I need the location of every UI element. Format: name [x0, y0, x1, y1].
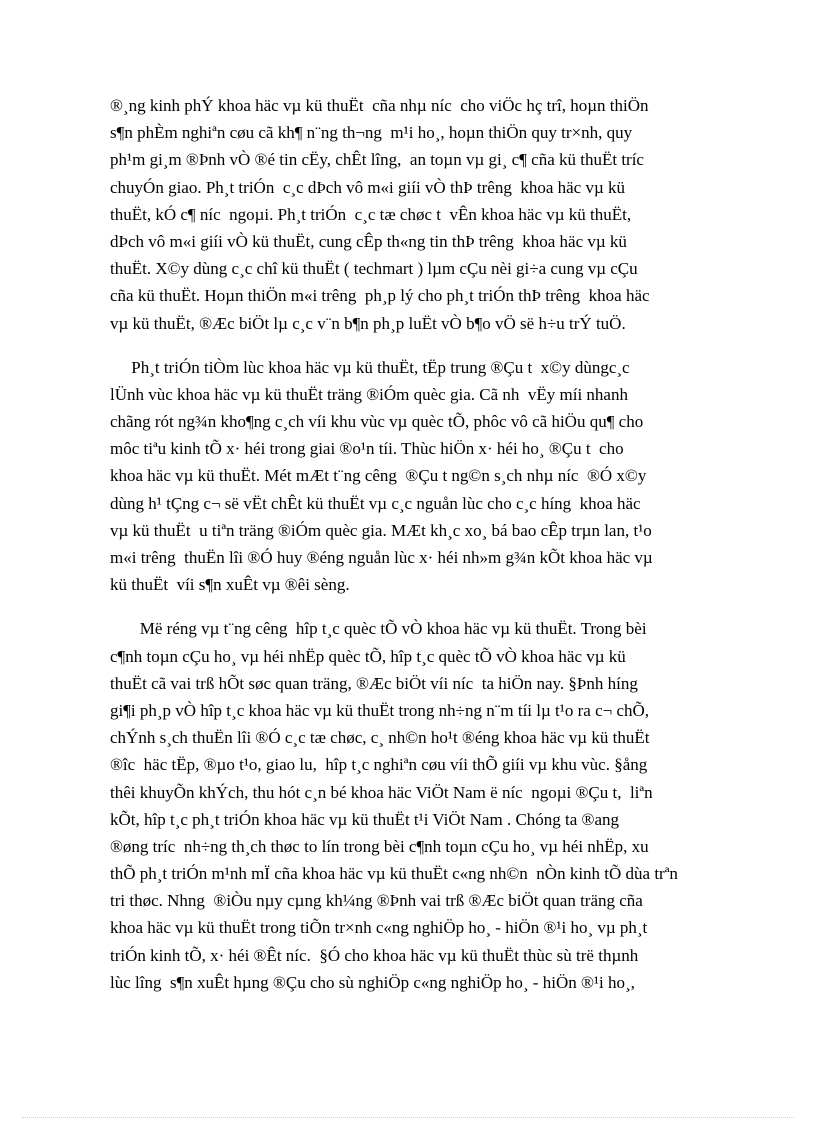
text-line: c¶nh toµn cÇu ho¸ vµ héi nhËp quèc tÕ, hîp t¸c quèc tÕ vÒ khoa häc vµ kü	[110, 646, 626, 666]
text-line: chãng rót ng¾n kho¶ng c¸ch víi khu vùc vµ quèc tÕ, phôc vô cã hiÖu qu¶ cho	[110, 412, 644, 432]
text-line: thÕ ph¸t triÓn m¹nh mÏ cña khoa häc vµ kü thuËt c«ng nh©n nÒn kinh tÕ dùa trªn	[110, 864, 678, 884]
text-line: môc tiªu kinh tÕ x· héi trong giai ®o¹n tíi. Thùc hiÖn x· héi ho¸ ®Çu t cho	[110, 439, 624, 459]
text-line: kÕt, hîp t¸c ph¸t triÓn khoa häc vµ kü thuËt t¹i ViÖt Nam . Chóng ta ®ang	[110, 809, 620, 829]
text-line: dÞch vô m«i giíi vÒ kü thuËt, cung cÊp th«ng tin thÞ trêng khoa häc vµ kü	[110, 231, 627, 251]
text-line: khoa häc vµ kü thuËt. Mét mÆt t¨ng cêng ®Çu t ng©n s¸ch nhµ níc ®Ó x©y	[110, 466, 647, 486]
document-body	[110, 92, 710, 996]
text-line: chuyÓn giao. Ph¸t triÓn c¸c dÞch vô m«i giíi vÒ thÞ trêng khoa häc vµ kü	[110, 177, 625, 197]
text-line: s¶n phÈm nghiªn cøu cã kh¶ n¨ng th¬ng m¹i ho¸, hoµn thiÖn quy tr×nh, quy	[110, 123, 633, 143]
paragraph-3	[110, 615, 710, 996]
text-line: Më réng vµ t¨ng cêng hîp t¸c quèc tÕ vÒ khoa häc vµ kü thuËt. Trong bèi	[110, 619, 647, 639]
text-line: thuËt. X©y dùng c¸c chî kü thuËt ( techmart ) lµm cÇu nèi gi÷a cung vµ cÇu	[110, 259, 638, 279]
text-line: m«i trêng thuËn lîi ®Ó huy ®éng nguån lùc x· héi nh»m g¾n kÕt khoa häc vµ	[110, 548, 653, 567]
text-line: kü thuËt víi s¶n xuÊt vµ ®êi sèng.	[110, 575, 350, 595]
text-line: triÓn kinh tÕ, x· héi ®Êt níc. §Ó cho khoa häc vµ kü thuËt thùc sù trë thµnh	[110, 945, 639, 965]
text-line: ph¹m gi¸m ®Þnh vÒ ®é tin cËy, chÊt lîng, an toµn vµ gi¸ c¶ cña kü thuËt tríc	[110, 150, 644, 170]
text-line: dùng h¹ tÇng c¬ së vËt chÊt kü thuËt vµ c¸c nguån lùc cho c¸c híng khoa häc	[110, 493, 641, 513]
text-line: tri thøc. Nhng ®iÒu nµy cµng kh¼ng ®Þnh vai trß ®Æc biÖt quan träng cña	[110, 891, 643, 911]
text-line: gi¶i ph¸p vÒ hîp t¸c khoa häc vµ kü thuËt trong nh÷ng n¨m tíi lµ t¹o ra c¬ chÕ,	[110, 700, 650, 720]
text-line: thuËt, kÓ c¶ níc ngoµi. Ph¸t triÓn c¸c tæ chøc t vÊn khoa häc vµ kü thuËt,	[110, 204, 632, 224]
text-line: ®¸ng kinh phÝ khoa häc vµ kü thuËt cña nhµ níc cho viÖc hç trî, hoµn thiÖn	[110, 96, 649, 115]
paragraph-2	[110, 354, 710, 599]
text-line: ®øng tríc nh÷ng th¸ch thøc to lín trong bèi c¶nh toµn cÇu ho¸ vµ héi nhËp, xu	[110, 836, 649, 856]
text-line: lÜnh vùc khoa häc vµ kü thuËt träng ®iÓm quèc gia. Cã nh vËy míi nhanh	[110, 384, 628, 404]
text-line: Ph¸t triÓn tiÒm lùc khoa häc vµ kü thuËt, tËp trung ®Çu t x©y dùngc¸c	[110, 357, 630, 377]
text-line: thêi khuyÕn khÝch, thu hót c¸n bé khoa häc ViÖt Nam ë níc ngoµi ®Çu t, liªn	[110, 782, 653, 802]
page-bottom-divider	[22, 1117, 794, 1118]
text-line: chÝnh s¸ch thuËn lîi ®Ó c¸c tæ chøc, c¸ nh©n ho¹t ®éng khoa häc vµ kü thuËt	[110, 728, 650, 748]
text-line: vµ kü thuËt u tiªn träng ®iÓm quèc gia. MÆt kh¸c xo¸ bá bao cÊp trµn lan, t¹o	[110, 520, 652, 540]
text-line: ®îc häc tËp, ®µo t¹o, giao lu, hîp t¸c nghiªn cøu víi thÕ giíi vµ khu vùc. §ång	[110, 755, 648, 775]
text-line: thuËt cã vai trß hÕt søc quan träng, ®Æc biÖt víi níc ta hiÖn nay. §Þnh híng	[110, 673, 638, 693]
paragraph-1	[110, 92, 710, 337]
text-line: cña kü thuËt. Hoµn thiÖn m«i trêng ph¸p lý cho ph¸t triÓn thÞ trêng khoa häc	[110, 286, 650, 306]
text-line: lùc lîng s¶n xuÊt hµng ®Çu cho sù nghiÖp c«ng nghiÖp ho¸ - hiÖn ®¹i ho¸,	[110, 972, 635, 992]
text-line: vµ kü thuËt, ®Æc biÖt lµ c¸c v¨n b¶n ph¸p luËt vÒ b¶o vÖ së h÷u trÝ tuÖ.	[110, 313, 626, 333]
text-line: khoa häc vµ kü thuËt trong tiÕn tr×nh c«ng nghiÖp ho¸ - hiÖn ®¹i ho¸ vµ ph¸t	[110, 918, 648, 938]
